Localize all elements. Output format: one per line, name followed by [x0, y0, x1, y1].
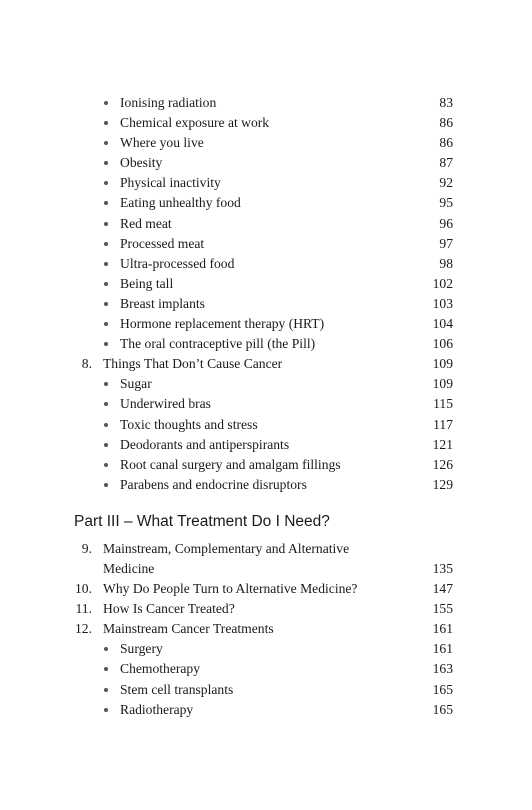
page-number: 86 — [439, 115, 453, 131]
bullet-icon — [104, 443, 108, 447]
toc-subentry[interactable] — [0, 415, 532, 435]
entry-title: How Is Cancer Treated? — [103, 601, 235, 617]
bullet-icon — [104, 201, 108, 205]
entry-title: The oral contraceptive pill (the Pill) — [120, 336, 316, 352]
page-number: 109 — [432, 356, 453, 372]
page-number: 92 — [439, 175, 453, 191]
chapter-number: 11. — [75, 601, 92, 617]
bullet-icon — [104, 302, 108, 306]
part-heading: Part III – What Treatment Do I Need? — [74, 512, 330, 530]
bullet-icon — [104, 647, 108, 651]
chapter-number: 9. — [81, 540, 92, 556]
entry-title: Chemotherapy — [120, 661, 201, 677]
bullet-icon — [104, 688, 108, 692]
toc-subentry[interactable] — [0, 193, 532, 213]
toc-subentry[interactable] — [0, 374, 532, 394]
entry-title: Things That Don’t Cause Cancer — [103, 356, 283, 372]
bullet-icon — [104, 181, 108, 185]
chapter-number: 12. — [75, 621, 92, 637]
toc-section-risk-factors — [0, 93, 532, 495]
toc-subentry[interactable] — [0, 214, 532, 234]
toc-chapter-entry[interactable] — [0, 599, 532, 619]
entry-title: Obesity — [120, 155, 163, 171]
bullet-icon — [104, 342, 108, 346]
entry-title: Mainstream, Complementary and Alternative — [103, 540, 350, 556]
bullet-icon — [104, 708, 108, 712]
toc-chapter-entry[interactable] — [0, 579, 532, 599]
bullet-icon — [104, 423, 108, 427]
toc-subentry[interactable] — [0, 475, 532, 495]
bullet-icon — [104, 161, 108, 165]
page-number: 155 — [432, 601, 453, 617]
page-number: 95 — [439, 195, 453, 211]
page-number: 117 — [433, 416, 453, 432]
toc-chapter-entry[interactable] — [0, 354, 532, 374]
entry-title: Red meat — [120, 215, 172, 231]
bullet-icon — [104, 101, 108, 105]
entry-title: Surgery — [120, 641, 163, 657]
entry-title: Stem cell transplants — [120, 681, 234, 697]
entry-title: Hormone replacement therapy (HRT) — [120, 316, 325, 332]
entry-title: Being tall — [120, 275, 174, 291]
toc-subentry[interactable] — [0, 113, 532, 133]
entry-title: Ionising radiation — [120, 95, 217, 110]
toc-subentry[interactable] — [0, 314, 532, 334]
page-number: 135 — [432, 560, 453, 576]
page-number: 126 — [432, 456, 453, 472]
toc-subentry[interactable] — [0, 294, 532, 314]
entry-title: Breast implants — [120, 295, 205, 311]
page-number: 161 — [432, 641, 453, 657]
toc-section-part-3 — [0, 539, 532, 720]
toc-subentry[interactable] — [0, 274, 532, 294]
toc-subentry[interactable] — [0, 394, 532, 414]
bullet-icon — [104, 141, 108, 145]
entry-title: Medicine — [103, 560, 155, 576]
toc-subentry[interactable] — [0, 659, 532, 679]
toc-chapter-entry[interactable] — [0, 619, 532, 639]
entry-title: Underwired bras — [120, 396, 211, 412]
table-of-contents — [0, 93, 532, 720]
entry-title: Processed meat — [120, 235, 205, 251]
page-number: 147 — [432, 581, 453, 597]
entry-title: Ultra-processed food — [120, 255, 235, 271]
page-number: 161 — [432, 621, 453, 637]
bullet-icon — [104, 483, 108, 487]
toc-subentry[interactable] — [0, 700, 532, 720]
entry-title: Parabens and endocrine disruptors — [120, 476, 307, 492]
bullet-icon — [104, 121, 108, 125]
bullet-icon — [104, 322, 108, 326]
page-number: 115 — [433, 396, 453, 412]
entry-title: Toxic thoughts and stress — [120, 416, 258, 432]
bullet-icon — [104, 282, 108, 286]
entry-title: Deodorants and antiperspirants — [120, 436, 290, 452]
toc-subentry[interactable] — [0, 93, 532, 113]
page-number: 86 — [439, 135, 453, 151]
entry-title: Chemical exposure at work — [120, 115, 270, 131]
toc-subentry[interactable] — [0, 639, 532, 659]
bullet-icon — [104, 242, 108, 246]
chapter-number: 8. — [81, 356, 92, 372]
page-number: 83 — [439, 95, 453, 110]
toc-subentry[interactable] — [0, 455, 532, 475]
bullet-icon — [104, 667, 108, 671]
toc-subentry[interactable] — [0, 435, 532, 455]
toc-subentry[interactable] — [0, 173, 532, 193]
bullet-icon — [104, 382, 108, 386]
toc-subentry[interactable] — [0, 153, 532, 173]
entry-title: Why Do People Turn to Alternative Medicine? — [103, 581, 358, 597]
page-number: 97 — [439, 235, 453, 251]
page-number: 102 — [432, 275, 453, 291]
toc-subentry[interactable] — [0, 680, 532, 700]
page-number: 165 — [432, 701, 453, 717]
entry-title: Root canal surgery and amalgam fillings — [120, 456, 341, 472]
page-number: 87 — [439, 155, 453, 171]
bullet-icon — [104, 402, 108, 406]
page-number: 106 — [432, 336, 453, 352]
page-number: 104 — [432, 316, 453, 332]
entry-title: Sugar — [120, 376, 152, 392]
entry-title: Eating unhealthy food — [120, 195, 241, 211]
entry-title: Where you live — [120, 135, 204, 151]
page-number: 96 — [439, 215, 453, 231]
page-number: 98 — [439, 255, 453, 271]
toc-subentry[interactable] — [0, 254, 532, 274]
page-number: 163 — [432, 661, 453, 677]
chapter-number: 10. — [75, 581, 92, 597]
entry-title: Radiotherapy — [120, 701, 194, 717]
entry-title: Physical inactivity — [120, 175, 221, 191]
toc-chapter-entry[interactable] — [0, 539, 532, 559]
page-number: 129 — [432, 476, 453, 492]
page-number: 103 — [432, 295, 453, 311]
bullet-icon — [104, 222, 108, 226]
bullet-icon — [104, 463, 108, 467]
toc-subentry[interactable] — [0, 234, 532, 254]
page-number: 109 — [432, 376, 453, 392]
page-number: 121 — [432, 436, 453, 452]
toc-entry-continuation[interactable] — [0, 559, 532, 579]
bullet-icon — [104, 262, 108, 266]
page-number: 165 — [432, 681, 453, 697]
toc-subentry[interactable] — [0, 133, 532, 153]
toc-subentry[interactable] — [0, 334, 532, 354]
entry-title: Mainstream Cancer Treatments — [103, 621, 274, 637]
